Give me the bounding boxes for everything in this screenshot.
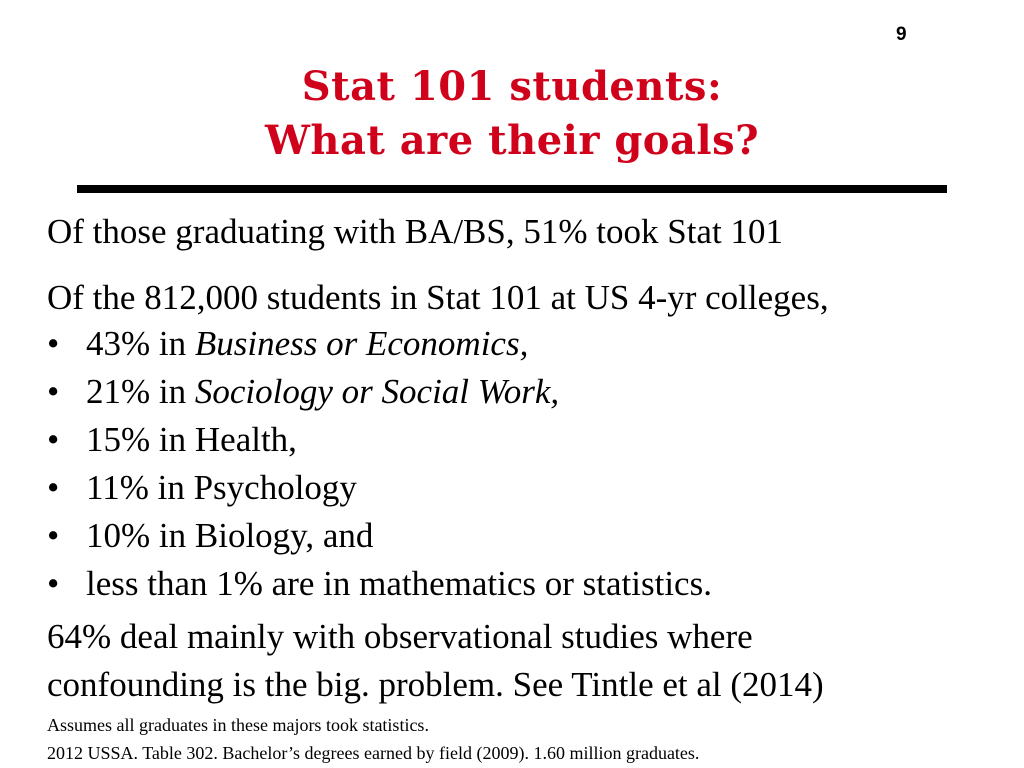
bullet-icon: •	[47, 468, 60, 507]
conclusion-line-2: confounding is the big. problem. See Tintle et al (2014)	[47, 665, 824, 704]
bullet-icon: •	[47, 372, 60, 411]
footnote-source: 2012 USSA. Table 302. Bachelor’s degrees earned by field (2009). 1.60 million graduates.	[47, 743, 700, 763]
graduates-statement: Of those graduating with BA/BS, 51% took Stat 101	[47, 212, 783, 251]
enrollment-statement: Of the 812,000 students in Stat 101 at US 4-yr colleges,	[47, 278, 829, 317]
title-line-2: What are their goals?	[264, 117, 760, 164]
list-item-prefix: 43% in	[86, 324, 195, 363]
list-item	[47, 560, 1007, 608]
footnotes	[47, 711, 1007, 767]
conclusion-text	[47, 613, 1007, 709]
conclusion-line-1: 64% deal mainly with observational studies where	[47, 617, 753, 656]
list-item-text: less than 1% are in mathematics or statistics.	[86, 564, 712, 603]
list-item-text: 10% in Biology, and	[86, 516, 374, 555]
bullet-icon: •	[47, 516, 60, 555]
list-item	[47, 416, 1007, 464]
bullet-icon: •	[47, 420, 60, 459]
slide-title	[0, 60, 1024, 168]
list-item	[47, 464, 1007, 512]
bullet-icon: •	[47, 324, 60, 363]
list-item-field: Business or Economics,	[194, 324, 529, 363]
list-item	[47, 512, 1007, 560]
list-item-field: Sociology or Social Work,	[194, 372, 560, 411]
list-item	[47, 320, 1007, 368]
title-line-1: Stat 101 students:	[301, 63, 723, 110]
title-divider	[77, 185, 947, 193]
slide-number: 9	[896, 24, 907, 45]
footnote-assumption: Assumes all graduates in these majors took statistics.	[47, 715, 429, 735]
list-item-text: 15% in Health,	[86, 420, 297, 459]
list-item	[47, 368, 1007, 416]
list-item-prefix: 21% in	[86, 372, 195, 411]
major-breakdown-list	[47, 320, 1007, 608]
bullet-icon: •	[47, 564, 60, 603]
list-item-text: 11% in Psychology	[86, 468, 357, 507]
